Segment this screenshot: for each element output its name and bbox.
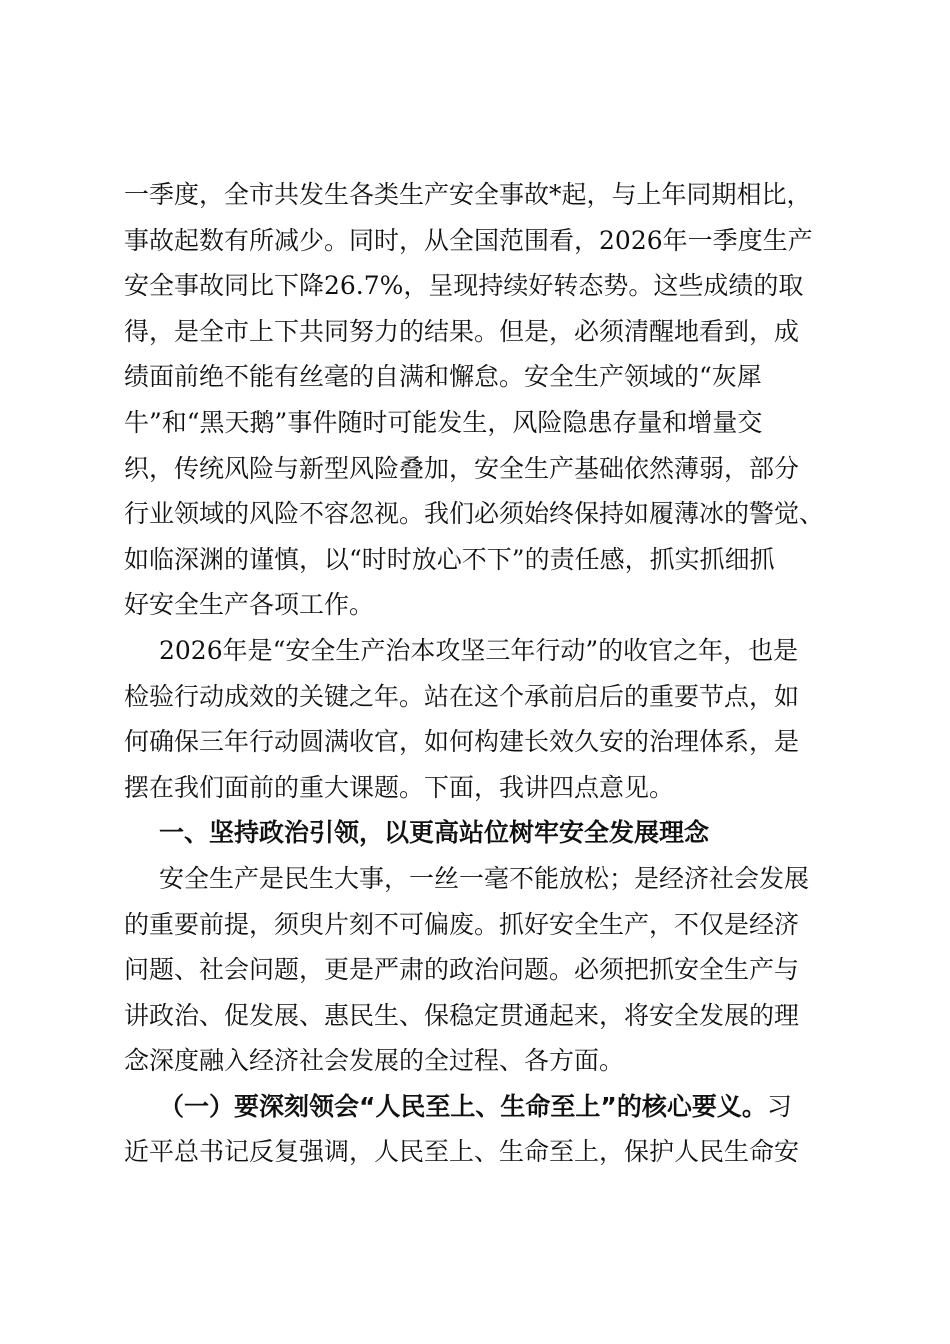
text-line	[124, 1084, 836, 1130]
text-line: 事故起数有所减少。同时，从全国范围看，2026年一季度生产	[124, 225, 813, 255]
text-line: 2026年是“安全生产治本攻坚三年行动”的收官之年，也是	[159, 635, 799, 665]
text-line: 织，传统风险与新型风险叠加，安全生产基础依然薄弱，部分	[124, 453, 800, 483]
text-line: 行业领域的风险不容忽视。我们必须始终保持如履薄冰的警觉、	[124, 499, 825, 529]
text-line: 如临深渊的谨慎，以“时时放心不下”的责任感，抓实抓细抓	[124, 544, 775, 574]
paragraph-people-first	[124, 1084, 836, 1175]
text-line: 近平总书记反复强调，人民至上、生命至上，保护人民生命安	[124, 1137, 800, 1167]
text-line: 何确保三年行动圆满收官，如何构建长效久安的治理体系，是	[124, 727, 800, 757]
subsection-heading-1: （一）要深刻领会“人民至上、生命至上”的核心要义。	[159, 1091, 767, 1121]
text-line: 好安全生产各项工作。	[124, 590, 375, 620]
document-body	[124, 172, 836, 1175]
text-line: 问题、社会问题，更是严肃的政治问题。必须把抓安全生产与	[124, 955, 800, 985]
text-line: 念深度融入经济社会发展的全过程、各方面。	[124, 1046, 625, 1076]
text-fragment: 习	[766, 1091, 792, 1121]
text-line: 安全生产是民生大事，一丝一毫不能放松；是经济社会发展	[159, 863, 810, 893]
text-line: 一季度，全市共发生各类生产安全事故*起，与上年同期相比，	[124, 180, 812, 209]
text-line: 绩面前绝不能有丝毫的自满和懈怠。安全生产领域的“灰犀	[124, 362, 762, 392]
section-heading-1: 一、坚持政治引领，以更高站位树牢安全发展理念	[159, 818, 710, 848]
text-line: 摆在我们面前的重大课题。下面，我讲四点意见。	[124, 772, 675, 802]
text-line: 讲政治、促发展、惠民生、保稳定贯通起来，将安全发展的理	[124, 1000, 800, 1030]
text-line: 的重要前提，须臾片刻不可偏废。抓好安全生产，不仅是经济	[124, 909, 800, 939]
paragraph-safety-statistics	[124, 172, 836, 628]
text-line: 得，是全市上下共同努力的结果。但是，必须清醒地看到，成	[124, 316, 800, 346]
text-line: 安全事故同比下降26.7%，呈现持续好转态势。这些成绩的取	[124, 271, 804, 301]
paragraph-three-year-action	[124, 628, 836, 810]
text-line: 牛”和“黑天鹅”事件随时可能发生，风险隐患存量和增量交	[124, 407, 763, 437]
paragraph-political-guidance	[124, 856, 836, 1084]
text-line: 检验行动成效的关键之年。站在这个承前启后的重要节点，如	[124, 681, 800, 711]
